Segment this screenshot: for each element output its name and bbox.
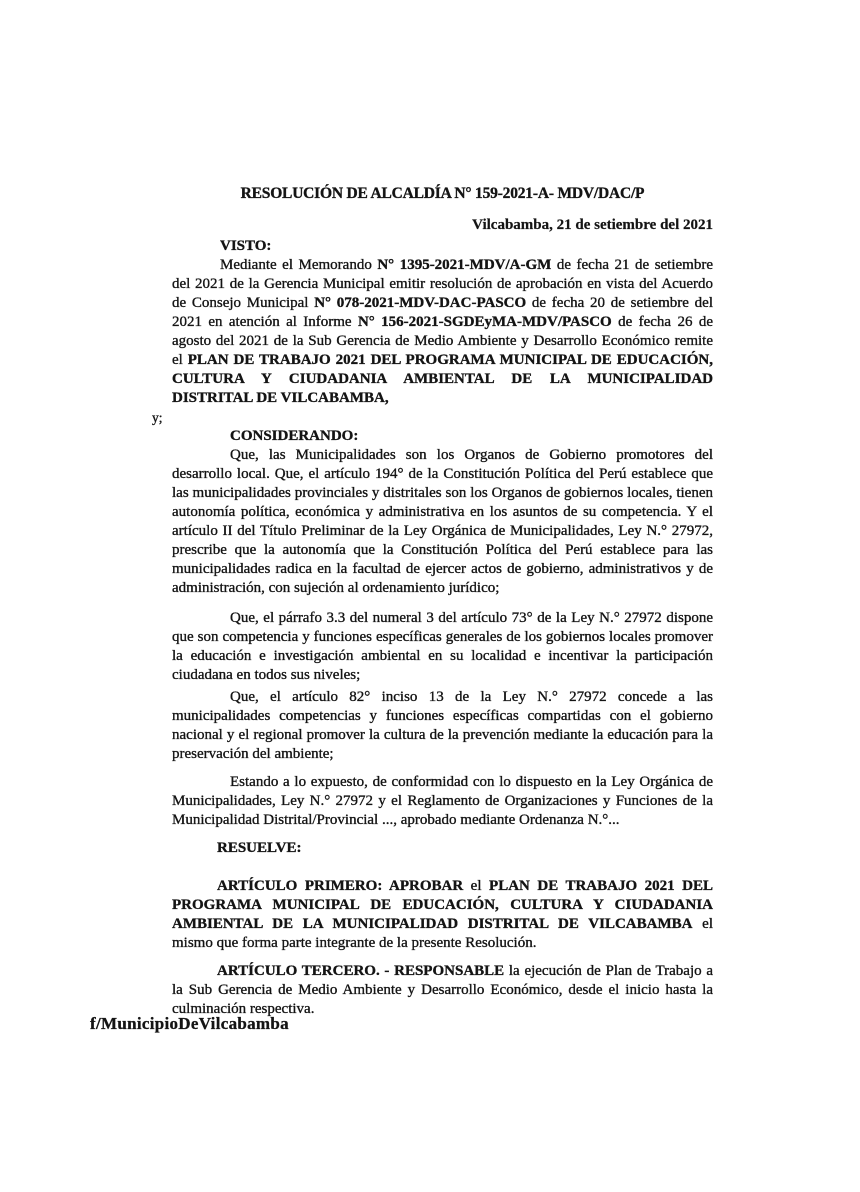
considerando-paragraph-2 <box>172 609 713 685</box>
text-segment: PLAN DE TRABAJO 2021 DEL PROGRAMA MUNICIPAL DE EDUCACIÓN, CULTURA Y CIUDADANIA AMBIENTAL DE LA MUNICIPALIDAD DISTRITAL DE VILCABAMBA <box>172 878 713 932</box>
text-segment: de fecha 21 de setiembre del 2021 de la Gerencia Municipal emitir resolución de aprobación en vista del Acuerdo de Consejo Municipal <box>172 257 713 311</box>
text-segment: Mediante el Memorando <box>220 257 378 273</box>
text-segment: N° 078-2021-MDV-DAC-PASCO <box>314 295 527 311</box>
resuelve-heading: RESUELVE: <box>217 840 302 856</box>
text-segment: Que, el artículo 82° inciso 13 de la Ley N.° 27972 concede a las municipalidades competencias y funciones específicas compartidas con el gobierno nacional y el regional promover la cultura de la prevención mediante la educación para la preservación del ambiente; <box>172 689 713 762</box>
text-segment: la ejecución de Plan de Trabajo a la Sub Gerencia de Medio Ambiente y Desarrollo Económico, desde el inicio hasta la culminación respectiva. <box>172 963 713 1017</box>
considerando-paragraph-3 <box>172 688 713 764</box>
text-segment: Que, el párrafo 3.3 del numeral 3 del artículo 73° de la Ley N.° 27972 dispone que son competencia y funciones específicas generales de los gobiernos locales promover la educación e investigación ambiental en su localidad e incentivar la participación ciudadana en todos sus niveles; <box>172 610 713 683</box>
document-body <box>152 0 713 1019</box>
text-segment: ARTÍCULO PRIMERO: APROBAR <box>217 878 464 894</box>
text-segment: de fecha 26 de agosto del 2021 de la Sub Gerencia de Medio Ambiente y Desarrollo Económico remite el <box>172 314 713 368</box>
text-segment: N° 1395-2021-MDV/A-GM <box>377 257 552 273</box>
facebook-signature: f/MunicipioDeVilcabamba <box>90 1014 289 1033</box>
considerando-paragraph-4 <box>172 773 713 830</box>
visto-paragraph-tail: y; <box>152 410 163 425</box>
text-segment: Estando a lo expuesto, de conformidad con lo dispuesto en la Ley Orgánica de Municipalidades, Ley N.° 27972 y el Reglamento de Organizaciones y Funciones de la Municipalidad Distrital/Provincial ..., aprobado mediante Ordenanza N.°... <box>172 774 713 828</box>
visto-paragraph <box>172 256 713 408</box>
text-segment: Que, las Municipalidades son los Organos de Gobierno promotores del desarrollo local. Que, el artículo 194° de la Constitución Política del Perú establece que las municipalidades provinciales y distritales son los Organos de gobiernos locales, tienen autonomía política, económica y administrativa en los asuntos de su competencia. Y el artículo II del Título Preliminar de la Ley Orgánica de Municipalidades, Ley N.° 27972, prescribe que la autonomía que la Constitución Política del Perú establece para las municipalidades radica en la facultad de ejercer actos de gobierno, administrativos y de administración, con sujeción al ordenamiento jurídico; <box>172 447 713 596</box>
visto-heading: VISTO: <box>220 238 272 254</box>
text-segment: el <box>463 878 490 894</box>
text-segment: de fecha 20 de setiembre del 2021 en atención al Informe <box>172 295 713 330</box>
considerando-paragraph-1 <box>172 446 713 598</box>
text-segment: N° 156-2021-SGDEyMA-MDV/PASCO <box>357 314 612 330</box>
articulo-tercero-paragraph <box>172 962 713 1019</box>
document-dateline: Vilcabamba, 21 de setiembre del 2021 <box>472 217 713 233</box>
articulo-primero-paragraph <box>172 877 713 953</box>
considerando-heading: CONSIDERANDO: <box>230 428 359 444</box>
text-segment: PLAN DE TRABAJO 2021 DEL PROGRAMA MUNICIPAL DE EDUCACIÓN, CULTURA Y CIUDADANIA AMBIENTAL DE LA MUNICIPALIDAD DISTRITAL DE VILCABAMBA, <box>172 352 713 406</box>
text-segment: ARTÍCULO TERCERO. - RESPONSABLE <box>217 963 505 979</box>
text-segment: el mismo que forma parte integrante de la presente Resolución. <box>172 916 713 951</box>
document-title: RESOLUCIÓN DE ALCALDÍA N° 159-2021-A- MDV/DAC/P <box>240 185 645 202</box>
